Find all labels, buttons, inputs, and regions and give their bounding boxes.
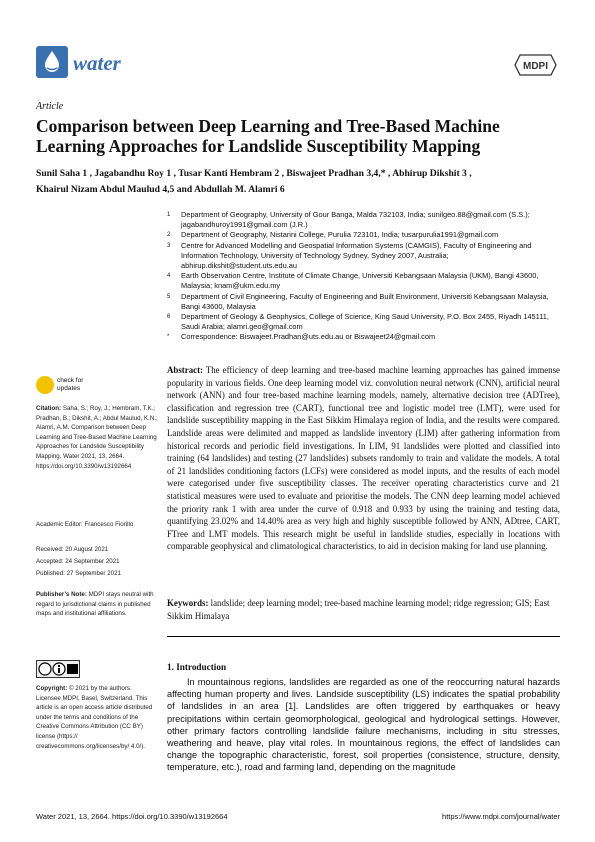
footer-journal-url[interactable]: https://www.mdpi.com/journal/water xyxy=(442,812,560,821)
citation-block: Citation: Saha, S.; Roy, J.; Hembram, T.K.; Pradhan, B.; Dikshit, A.; Abdul Maulud, K.N.; Alamri, A.M. Comparison between Deep Learning and Tree-Based Machine Learning Approaches for Landslide Susceptibility Mapping. Water 2021, 13, 2664. https://doi.org/10.3390/w13192664 xyxy=(36,405,158,470)
journal-logo-icon xyxy=(36,46,68,78)
check-for-updates-label[interactable]: check for updates xyxy=(57,377,84,392)
mdpi-logo[interactable] xyxy=(514,54,557,76)
page-footer xyxy=(36,812,560,821)
received-date: Received: 20 August 2021 xyxy=(36,546,109,553)
affiliation-item: 6 Department of Geology & Geophysics, College of Science, King Saud University, P.O. Box 2455, Riyadh 145111, Saudi Arabia; alamri.geo@gmail.com xyxy=(167,312,549,332)
article-type: Article xyxy=(36,101,64,112)
copyright-block: Copyright: © 2021 by the authors. Licensee MDPI, Basel, Switzerland. This article is an open access article distributed under the terms and conditions of the Creative Commons Attribution (CC BY) license (https:// creativecommons.org/licenses/by/ 4.0/). xyxy=(36,685,153,750)
keywords-label: Keywords: xyxy=(167,598,209,608)
footer-citation[interactable]: Water 2021, 13, 2664. https://doi.org/10.3390/w13192664 xyxy=(36,812,228,821)
paper-title: Comparison between Deep Learning and Tree-Based Machine Learning Approaches for Landslide Susceptibility Mapping xyxy=(36,116,500,156)
accepted-date: Accepted: 24 September 2021 xyxy=(36,558,120,565)
section-divider xyxy=(167,636,560,637)
academic-editor: Academic Editor: Francesco Fiorillo xyxy=(36,521,134,528)
abstract-text: The efficiency of deep learning and tree-based machine learning approaches has gained immense popularity in various fields. One deep learning model viz. convolution neural network (CNN), artificial neural network (ANN) and four tree-based machine learning models, namely, alternative decision tree (ADTree), classification and regression tree (CART), functional tree and logistic model tree (LMT), were used for landslide susceptibility mapping in the East Sikkim Himalaya region of India, and the results were compared. Landslide areas were delimited and mapped as landslide inventory (LIM) after gathering information from historical records and periodic field investigations. In LIM, 91 landslides were plotted and classified into training (64 landslides) and testing (27 landslides) subsets randomly to train and validate the models. A total of 21 landslides conditioning factors (LCFs) were considered as model inputs, and the results of each model were categorised under five susceptibility classes. The receiver operating characteristics curve and 21 statistical measures were used to evaluate and prioritise the models. The CNN deep learning model achieved the priority rank 1 with area under the curve of 0.918 and 0.933 by using the training and testing data, quantifying 23.02% and 14.40% area as very high and highly susceptible followed by ANN, ADtree, CART, FTree and LMT models. This research might be useful in landslide studies, especially in locations with comparable geophysical and climatological characteristics, to aid in decision making for land use planning. xyxy=(167,365,560,552)
affiliation-item: 4 Earth Observation Centre, Institute of Climate Change, Universiti Kebangsaan Malaysia (UKM), Bangi 43600, Malaysia; knam@ukm.edu.my xyxy=(167,271,539,291)
abstract xyxy=(167,364,560,553)
keywords xyxy=(167,597,560,622)
affiliation-item: 5 Department of Civil Engineering, Faculty of Engineering and Built Environment, Universiti Kebangsaan Malaysia, Bangi 43600, Malaysia xyxy=(167,291,549,311)
abstract-label: Abstract: xyxy=(167,365,203,375)
correspondence: * Correspondence: Biswajeet.Pradhan@uts.edu.au or Biswajeet24@gmail.com xyxy=(167,332,436,342)
keywords-text: landslide; deep learning model; tree-based machine learning model; ridge regression; GIS; East Sikkim Himalaya xyxy=(167,598,550,621)
section-heading: 1. Introduction xyxy=(167,662,227,672)
publisher-label: MDPI xyxy=(523,61,548,72)
introduction-text: In mountainous regions, landslides are regarded as one of the reoccurring natural hazards affecting human property and lives. Landside susceptibility (LS) indicates the spatial probability of landslides in an area [1]. Landslides are often triggered by earthquakes or heavy precipitations within certain geomorphological, geological and hydrological settings. However, other primary factors controlling landslide failure mechanisms, including in situ stresses, weathering and heave, play vital roles. In mountainous regions, the effect of landslides can change the topographic characteristic, forest, soil properties (consistence, structure, density, temperature, etc.), road and farming land, depending on the magnitude xyxy=(167,677,560,773)
author-list xyxy=(36,166,561,198)
check-for-updates-icon[interactable] xyxy=(36,376,54,394)
cc-by-license-icon[interactable] xyxy=(36,660,80,678)
publisher-note: Publisher’s Note: MDPI stays neutral with regard to jurisdictional claims in published maps and institutional affiliations. xyxy=(36,591,154,618)
affiliation-item: 3 Centre for Advanced Modelling and Geospatial Information Systems (CAMGIS), Faculty of Engineering and Information Technology, University of Technology Sydney, Sydney 2007, Australia; abhirup.dikshit@student.uts.edu.au xyxy=(167,240,532,271)
affiliation-item: 2 Department of Geography, Nistarini College, Purulia 723101, India; tusarpurulia1991@gmail.com xyxy=(167,230,499,240)
journal-name[interactable]: water xyxy=(73,51,121,75)
published-date: Published: 27 September 2021 xyxy=(36,570,121,577)
authors-line-2: Khairul Nizam Abdul Maulud 4,5 and Abdullah M. Alamri 6 xyxy=(36,184,285,195)
affiliations xyxy=(167,210,560,343)
authors-line-1: Sunil Saha 1 , Jagabandhu Roy 1 , Tusar Kanti Hembram 2 , Biswajeet Pradhan 3,4,* , Abhirup Dikshit 3 , xyxy=(36,168,472,179)
affiliation-item: 1 Department of Geography, University of Gour Banga, Malda 732103, India; sunilgeo.88@gmail.com (S.S.); jagabandhuroy1991@gmail.com (J.R.) xyxy=(167,210,530,230)
